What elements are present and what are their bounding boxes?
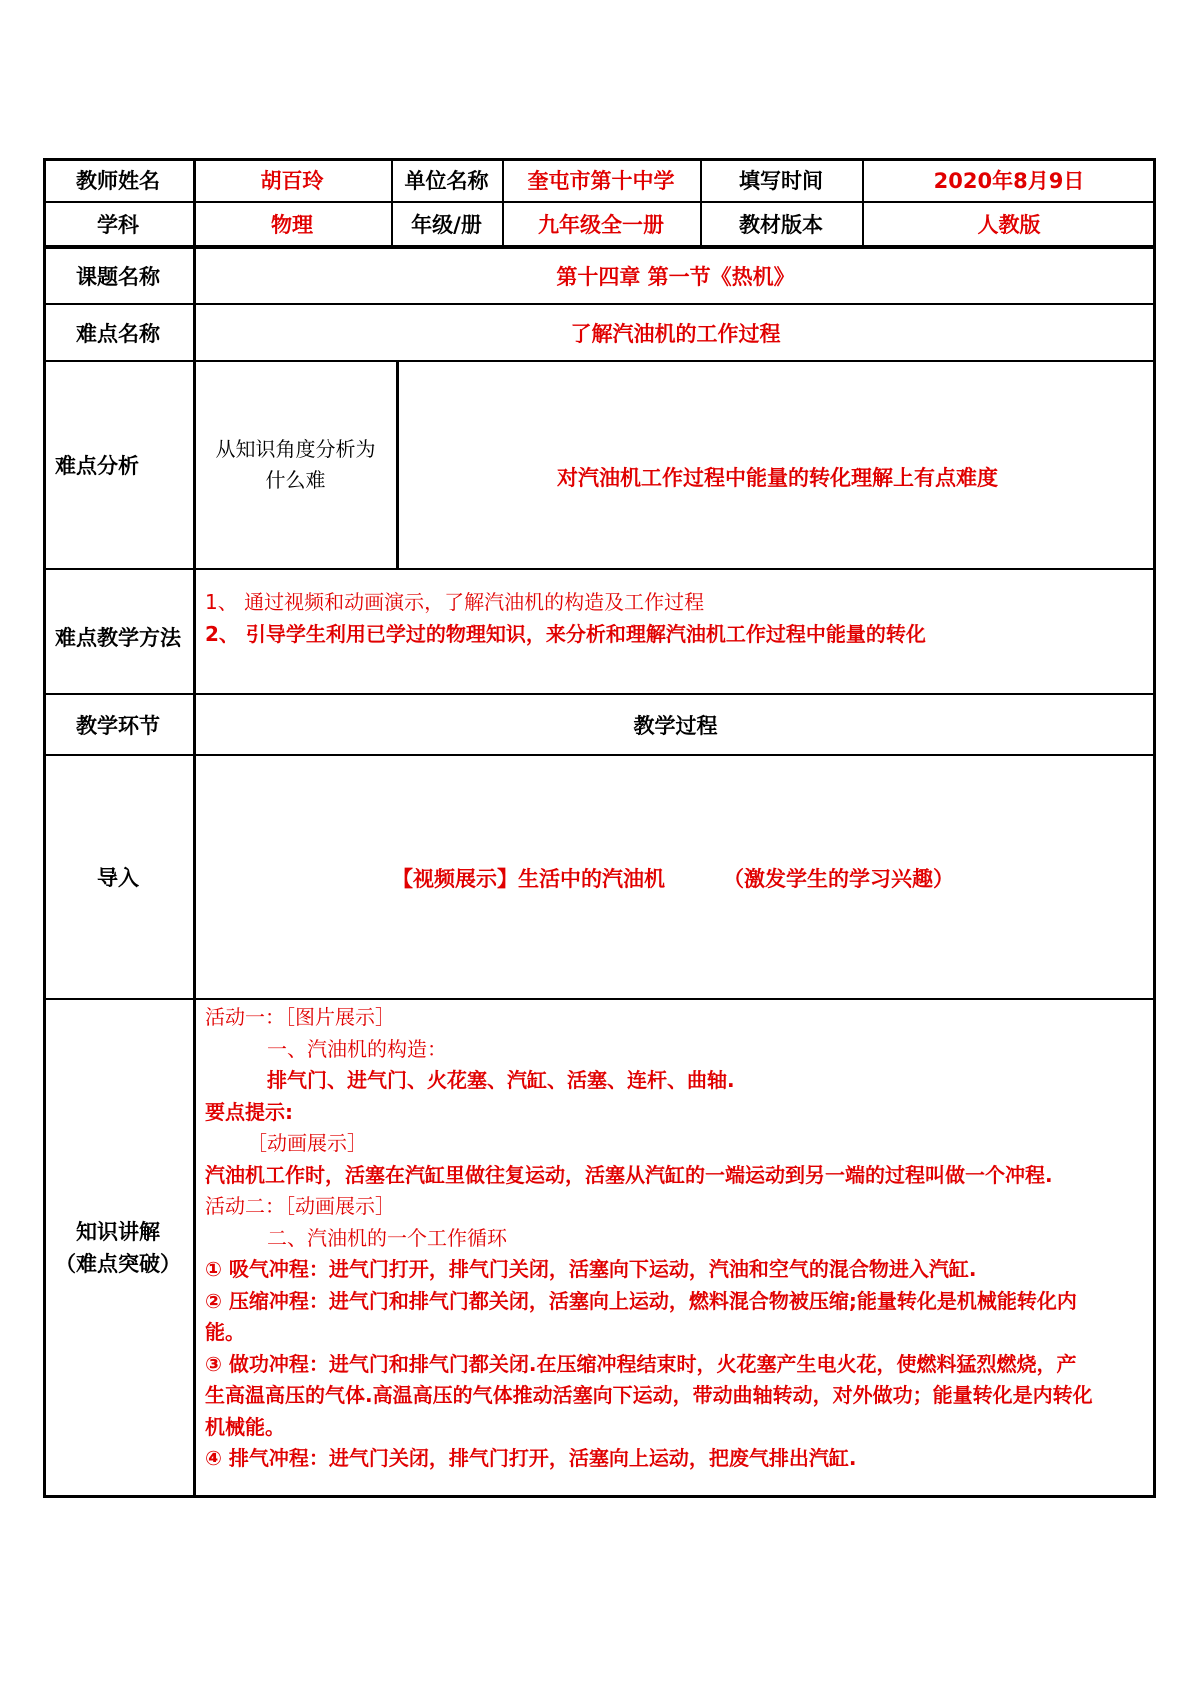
topic-value: 第十四章 第一节《热机》 (556, 265, 795, 289)
knowledge-line: 活动一：［图片展示］ (205, 1005, 395, 1029)
header-row-1 (43, 158, 1156, 202)
knowledge-label-line: （难点突破） (55, 1252, 181, 1276)
analysis-sub-label (195, 362, 396, 568)
textbook-value: 人教版 (977, 213, 1041, 237)
analysis-sub-label-line: 什么难 (265, 468, 326, 492)
knowledge-line: 排气门、进气门、火花塞、汽缸、活塞、连杆、曲轴. (267, 1068, 735, 1092)
method-list (205, 587, 926, 650)
knowledge-line: 生高温高压的气体.高温高压的气体推动活塞向下运动，带动曲轴转动，对外做功；能量转化是内转化 (205, 1383, 1093, 1407)
difficulty-label: 难点名称 (76, 321, 160, 346)
intro-row (43, 756, 1156, 998)
teacher-value: 胡百玲 (260, 169, 324, 193)
method-item: 2、 引导学生利用已学过的物理知识，来分析和理解汽油机工作过程中能量的转化 (205, 621, 926, 646)
knowledge-line: ② 压缩冲程：进气门和排气门都关闭，活塞向上运动，燃料混合物被压缩;能量转化是机械能转化内 (205, 1288, 1077, 1313)
method-label: 难点教学方法 (55, 625, 181, 650)
date-label: 填写时间 (739, 169, 823, 193)
process-stage-label: 教学环节 (76, 713, 160, 738)
analysis-label: 难点分析 (55, 454, 139, 478)
difficulty-row (43, 305, 1156, 360)
date-value: 2020年8月9日 (933, 169, 1085, 193)
header-row-2 (43, 202, 1156, 246)
method-row (43, 570, 1156, 693)
process-header-row (43, 695, 1156, 754)
process-label: 教学过程 (633, 713, 718, 738)
analysis-value: 对汽油机工作过程中能量的转化理解上有点难度 (557, 466, 998, 490)
knowledge-content (205, 1002, 1093, 1475)
topic-row (43, 249, 1156, 303)
knowledge-line: 二、汽油机的一个工作循环 (267, 1225, 507, 1250)
knowledge-line: ① 吸气冲程：进气门打开，排气门关闭，活塞向下运动，汽油和空气的混合物进入汽缸. (205, 1257, 977, 1281)
intro-label: 导入 (97, 866, 139, 890)
topic-label: 课题名称 (76, 265, 160, 289)
unit-label: 单位名称 (404, 169, 489, 193)
knowledge-label (43, 1216, 193, 1280)
intro-text: 【视频展示】生活中的汽油机 (392, 867, 665, 891)
knowledge-label-line: 知识讲解 (76, 1220, 160, 1244)
knowledge-line: ④ 排气冲程：进气门关闭，排气门打开，活塞向上运动，把废气排出汽缸. (205, 1446, 857, 1470)
analysis-sub-label-line: 从知识角度分析为 (215, 437, 376, 461)
unit-value: 奎屯市第十中学 (527, 169, 675, 193)
knowledge-row (43, 1000, 1156, 1495)
knowledge-line: 机械能。 (205, 1414, 285, 1439)
knowledge-line: 能。 (205, 1320, 245, 1344)
intro-note: （激发学生的学习兴趣） (723, 867, 954, 891)
subject-label: 学科 (97, 213, 139, 237)
knowledge-line: 活动二：［动画展示］ (205, 1194, 395, 1218)
knowledge-line: 汽油机工作时，活塞在汽缸里做往复运动，活塞从汽缸的一端运动到另一端的过程叫做一个冲程. (205, 1162, 1053, 1187)
knowledge-line: 一、汽油机的构造： (267, 1036, 447, 1061)
textbook-label: 教材版本 (739, 213, 823, 237)
analysis-row (43, 362, 1156, 568)
knowledge-line: ③ 做功冲程：进气门和排气门都关闭.在压缩冲程结束时，火花塞产生电火花，使燃料猛烈燃烧，产 (205, 1351, 1077, 1376)
knowledge-line: ［动画展示］ (247, 1131, 367, 1155)
knowledge-line: 要点提示: (205, 1099, 293, 1124)
method-item: 1、 通过视频和动画演示，了解汽油机的构造及工作过程 (205, 590, 705, 614)
teacher-label: 教师姓名 (76, 169, 160, 193)
grade-value: 九年级全一册 (538, 213, 664, 237)
subject-value: 物理 (271, 213, 313, 237)
difficulty-value: 了解汽油机的工作过程 (570, 321, 781, 346)
grade-label: 年级/册 (411, 213, 482, 237)
